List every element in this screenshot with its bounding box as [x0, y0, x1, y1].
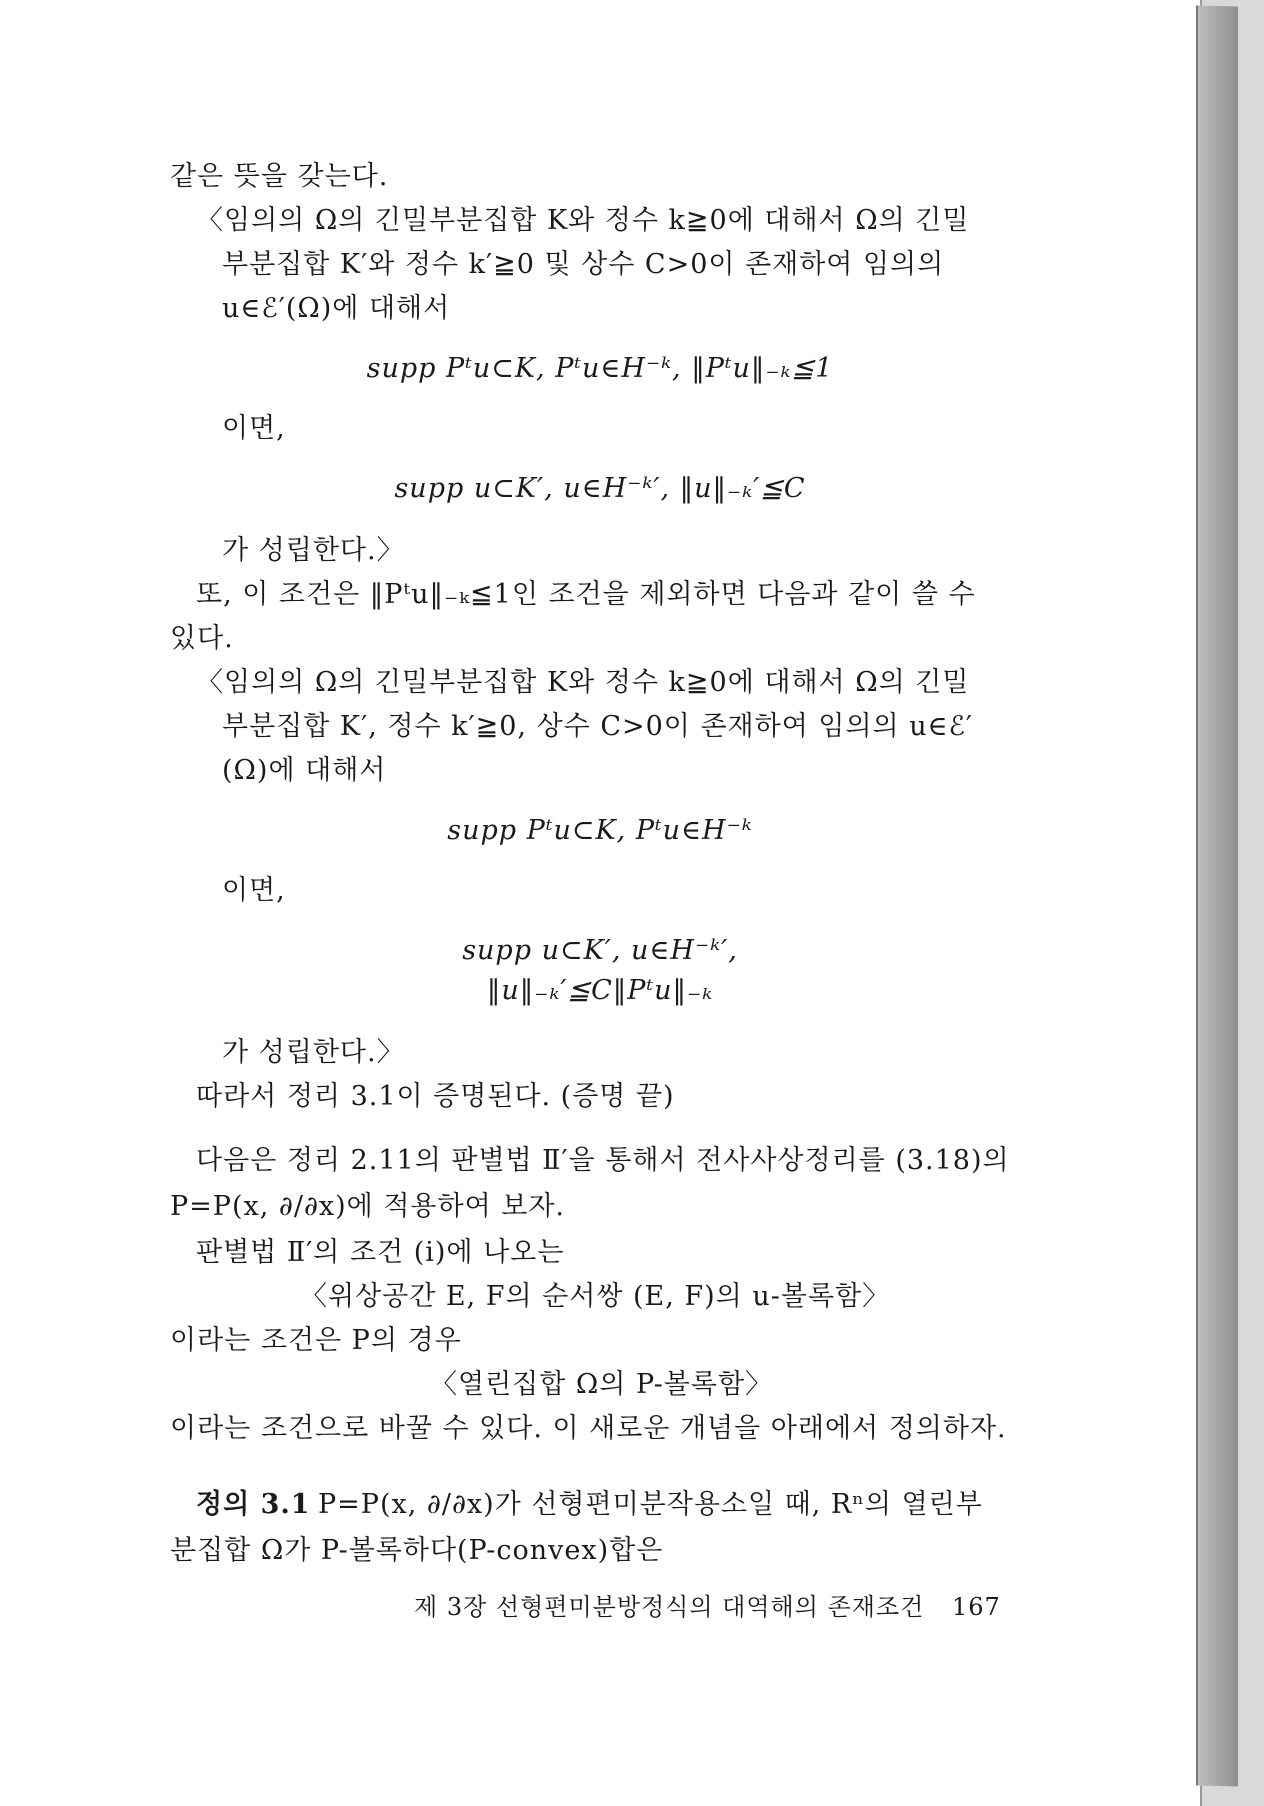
book-page-edge: [1196, 5, 1238, 1786]
text-line: 이라는 조건은 P의 경우: [170, 1325, 462, 1356]
text-line: 있다.: [170, 623, 234, 654]
text-line: 〈임의의 Ω의 긴밀부분집합 K와 정수 k≧0에 대해서 Ω의 긴밀: [196, 205, 970, 236]
text-line: 판별법 Ⅱ′의 조건 (i)에 나오는: [196, 1237, 565, 1268]
text-line: 〈열린집합 Ω의 P-볼록함〉: [430, 1369, 774, 1400]
page-number: 167: [952, 1593, 1001, 1621]
text-line: 이면,: [222, 413, 286, 444]
text-line: 가 성립한다.〉: [222, 535, 405, 566]
math-equation: supp u⊂K′, u∈H⁻ᵏ′,: [462, 935, 738, 966]
math-equation: supp u⊂K′, u∈H⁻ᵏ′, ‖u‖₋ₖ′≦C: [394, 473, 806, 504]
text-line: 부분집합 K′, 정수 k′≧0, 상수 C>0이 존재하여 임의의 u∈ℰ′: [222, 711, 974, 742]
definition-label: 정의 3.1: [196, 1489, 311, 1520]
text-line: 다음은 정리 2.11의 판별법 Ⅱ′을 통해서 전사사상정리를 (3.18)의: [196, 1145, 1010, 1176]
text-line: 〈위상공간 E, F의 순서쌍 (E, F)의 u-볼록함〉: [300, 1281, 891, 1312]
text-line: 같은 뜻을 갖는다.: [170, 161, 389, 192]
math-equation: supp Pᵗu⊂K, Pᵗu∈H⁻ᵏ, ‖Pᵗu‖₋ₖ≦1: [366, 353, 834, 384]
text-line: 가 성립한다.〉: [222, 1037, 405, 1068]
text-line: 부분집합 K′와 정수 k′≧0 및 상수 C>0이 존재하여 임의의: [222, 249, 945, 280]
text-line: 〈임의의 Ω의 긴밀부분집합 K와 정수 k≧0에 대해서 Ω의 긴밀: [196, 667, 970, 698]
text-line: (Ω)에 대해서: [222, 755, 387, 786]
text-line: u∈ℰ′(Ω)에 대해서: [222, 293, 451, 324]
text-line: P=P(x, ∂/∂x)에 적용하여 보자.: [170, 1191, 565, 1222]
text-line: 이면,: [222, 875, 286, 906]
text-line: 이라는 조건으로 바꿀 수 있다. 이 새로운 개념을 아래에서 정의하자.: [170, 1413, 1007, 1444]
math-equation: ‖u‖₋ₖ′≦C‖Pᵗu‖₋ₖ: [486, 975, 714, 1006]
text-line: 또, 이 조건은 ‖Pᵗu‖₋ₖ≦1인 조건을 제외하면 다음과 같이 쓸 수: [196, 579, 976, 610]
text-line: P=P(x, ∂/∂x)가 선형편미분작용소일 때, Rⁿ의 열린부: [318, 1489, 983, 1520]
text-line: 분집합 Ω가 P-볼록하다(P-convex)합은: [170, 1535, 664, 1566]
text-line: 따라서 정리 3.1이 증명된다. (증명 끝): [196, 1081, 675, 1112]
math-equation: supp Pᵗu⊂K, Pᵗu∈H⁻ᵏ: [447, 815, 753, 846]
running-footer: 제 3장 선형편미분방정식의 대역해의 존재조건: [414, 1593, 925, 1621]
